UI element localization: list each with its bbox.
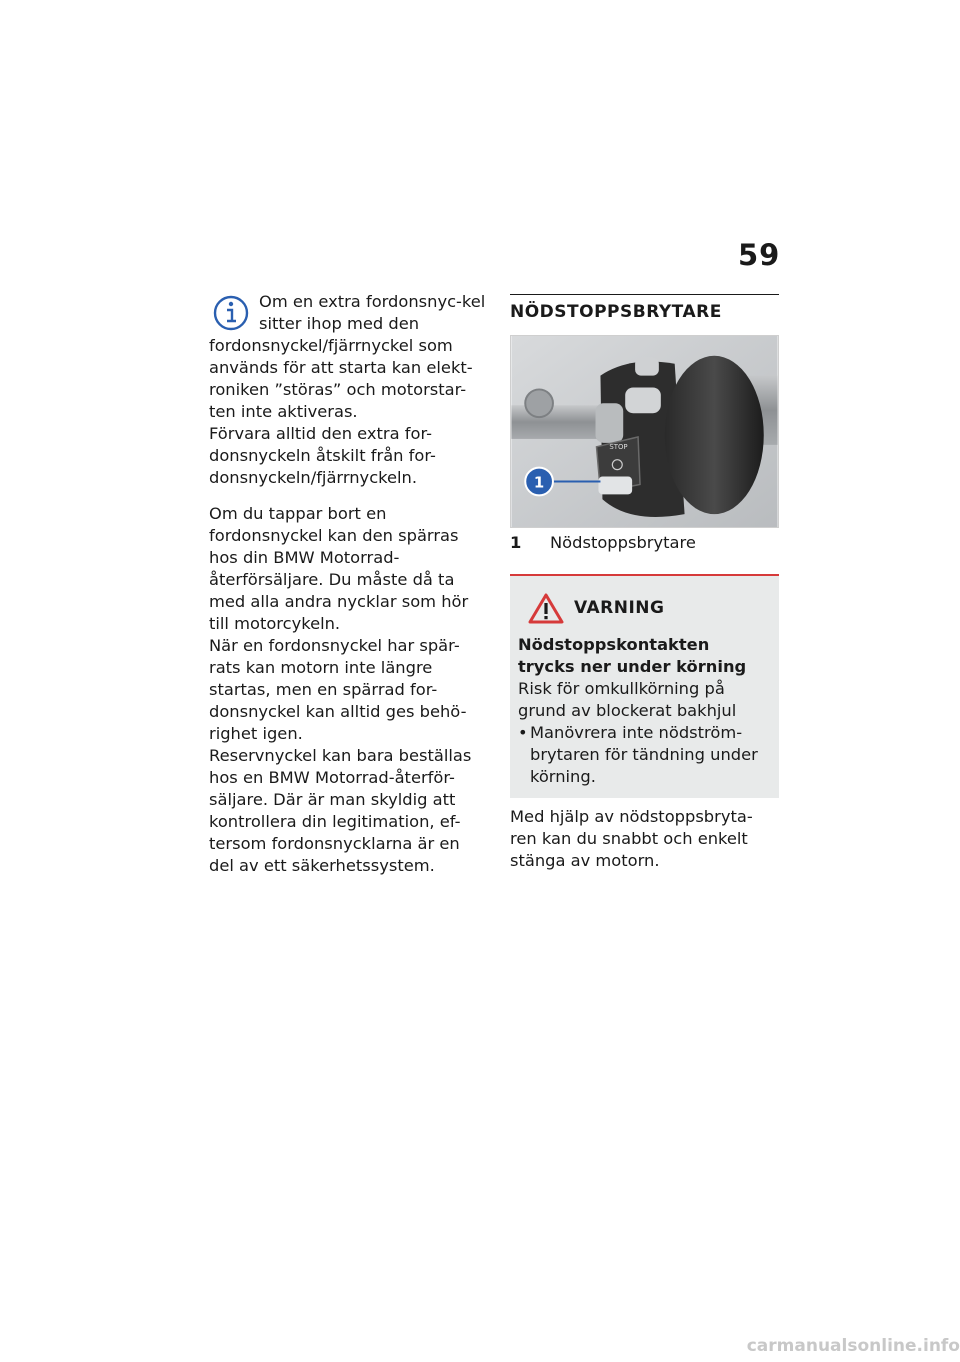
closing-paragraph: Med hjälp av nödstoppsbryta-ren kan du snabbt och enkelt stänga av motorn.: [510, 807, 753, 870]
warning-subtitle: Nödstoppskontakten trycks ner under körning: [518, 635, 747, 676]
right-column: [510, 294, 779, 888]
kill-switch-photo: [510, 335, 779, 528]
section-rule: [510, 294, 779, 295]
info-icon: [209, 291, 253, 335]
warning-list-item: • Manövrera inte nödström-brytaren för tändning under körning.: [518, 722, 771, 788]
warning-list: [518, 722, 771, 788]
caption-number: 1: [510, 533, 522, 552]
warning-text: Risk för omkullkörning på grund av blockerat bakhjul: [518, 679, 737, 720]
warning-triangle-icon: [528, 592, 564, 624]
page-number: 59: [738, 238, 781, 272]
warning-title: VARNING: [574, 598, 665, 618]
figure-caption: [510, 532, 779, 554]
body-paragraph-3: Reservnyckel kan bara beställas hos en BMW Motorrad-återför-säljare. Där är man skyldig att kontrollera din legitimation, ef-tersom fordonsnycklarna är en del av ett säkerhetssystem.: [209, 746, 472, 875]
left-column: [209, 291, 489, 877]
caption-text: Nödstoppsbrytare: [550, 533, 696, 552]
warning-box: [510, 574, 779, 798]
note-paragraph-2: Förvara alltid den extra for-donsnyckeln åtskilt från for-donsnyckeln/fjärrnyckeln.: [209, 424, 436, 487]
body-paragraph-2: När en fordonsnyckel har spär-rats kan motorn inte längre startas, men en spärrad for-donsnyckel kan alltid ges behö-righet igen.: [209, 636, 467, 743]
body-paragraph-1: Om du tappar bort en fordonsnyckel kan den spärras hos din BMW Motorrad-återförsäljare. Du måste då ta med alla andra nycklar som hör till motorcykeln.: [209, 504, 469, 633]
callout-number: 1: [533, 474, 545, 492]
watermark: carmanualsonline.info: [746, 1336, 960, 1356]
switch-stop-label: STOP: [609, 442, 628, 451]
section-title: NÖDSTOPPSBRYTARE: [510, 302, 722, 322]
warning-header: [528, 592, 771, 624]
note-paragraph-1: Om en extra fordonsnyc-kel sitter ihop med den fordonsnyckel/fjärrnyckel som används för att starta kan elekt-roniken ”störas” och motorstar-ten inte aktiveras.: [209, 292, 486, 421]
